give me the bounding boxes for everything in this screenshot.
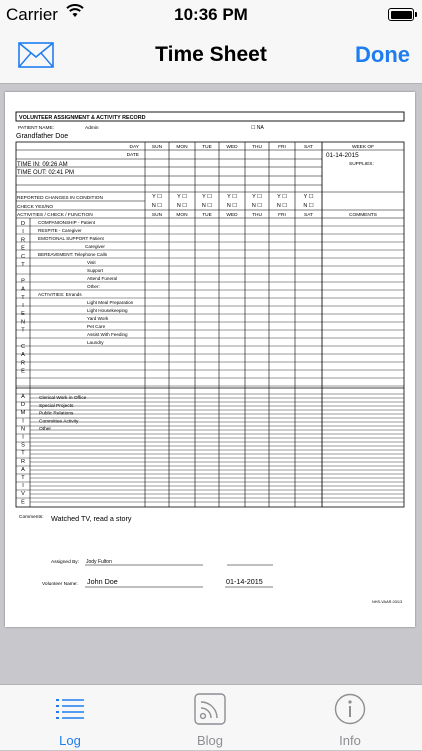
direct-care-item: Yard Work (87, 316, 109, 321)
form-code: NHS-VAAR-03/13 (372, 600, 403, 604)
direct-care-item: BEREAVEMENT: Telephone Calls (38, 252, 108, 257)
done-button[interactable]: Done (355, 42, 410, 67)
form-header: VOLUNTEER ASSIGNMENT & ACTIVITY RECORD (19, 115, 146, 121)
admin-letter: T (21, 475, 25, 481)
admin-letter: T (21, 450, 25, 457)
patient-name-label: PATIENT NAME: (18, 126, 54, 131)
direct-care-letter: T (21, 294, 25, 301)
direct-care-letter: N (20, 319, 26, 326)
admin-label: Admin (85, 126, 99, 131)
admin-letter: D (20, 402, 26, 409)
direct-care-item: Laundry (87, 340, 104, 345)
no-checkbox-wed: N ☐ (226, 203, 238, 209)
yes-checkbox-sun: Y ☐ (152, 194, 162, 200)
tab-log[interactable] (20, 685, 120, 751)
admin-letter: S (21, 442, 25, 449)
no-checkbox-mon: N ☐ (176, 203, 188, 209)
time-in: TIME IN: 09:26 AM (17, 162, 68, 168)
admin-item: Public Relations (39, 411, 74, 417)
direct-care-letter: T (21, 262, 25, 268)
direct-care-item: Assist With Feeding (87, 332, 128, 337)
activities-day-sat: SAT (304, 213, 313, 218)
direct-care-item: RESPITE - Caregiver (38, 228, 82, 233)
direct-care-item: Light Meal Preparation (87, 300, 134, 305)
comments-value: Watched TV, read a story (51, 514, 132, 523)
admin-letter: I (22, 434, 24, 441)
activities-day-mon: MON (176, 213, 188, 218)
admin-item: Committee Activity (39, 419, 79, 425)
yes-checkbox-thu: Y ☐ (252, 194, 262, 200)
no-checkbox-sat: N ☐ (303, 203, 314, 209)
direct-care-item: Visit (87, 260, 96, 265)
tab-bar (0, 684, 422, 750)
day-header-thu: THU (252, 145, 262, 150)
week-of-value: 01-14-2015 (326, 152, 359, 159)
time-out: TIME OUT: 02:41 PM (17, 170, 75, 176)
day-header-wed: WED (226, 145, 238, 150)
direct-care-item: Attend Funeral (87, 276, 118, 281)
direct-care-letter: R (20, 237, 26, 244)
activities-day-thu: THU (252, 213, 262, 218)
no-checkbox-sun: N ☐ (151, 203, 163, 209)
direct-care-letter: A (21, 352, 25, 359)
timesheet-document (5, 92, 415, 627)
direct-care-letter: E (21, 311, 25, 318)
direct-care-item: ACTIVITIES: Errands (38, 292, 82, 297)
yes-checkbox-wed: Y ☐ (227, 194, 237, 200)
reported-changes-label: REPORTED CHANGES IN CONDITION (17, 196, 103, 201)
direct-care-letter: A (21, 286, 25, 293)
yes-checkbox-mon: Y ☐ (177, 194, 187, 200)
comments-field-label: Comments: (19, 515, 44, 520)
admin-letter: V (21, 491, 25, 498)
comments-column-label: COMMENTS (349, 213, 377, 218)
direct-care-letter: D (20, 221, 26, 227)
patient-name-value: Grandfather Doe (16, 133, 69, 140)
yes-checkbox-fri: Y ☐ (277, 194, 287, 200)
direct-care-letter: I (22, 303, 24, 309)
tab-blog-label: Blog (196, 733, 224, 748)
activities-day-wed: WED (226, 213, 238, 218)
direct-care-item: EMOTIONAL SUPPORT Patient (38, 236, 104, 241)
direct-care-item: Other: (87, 284, 100, 289)
no-checkbox-tue: N ☐ (201, 203, 213, 209)
activities-label: ACTIVITIES / CHECK / FUNCTION (17, 213, 93, 218)
admin-letter: R (20, 458, 26, 465)
direct-care-item: COMPANIONSHIP - Patient (38, 220, 96, 225)
volunteer-name-value: John Doe (87, 577, 118, 586)
tab-blog[interactable] (160, 685, 260, 751)
no-checkbox-thu: N ☐ (251, 203, 263, 209)
admin-letter: E (21, 499, 25, 506)
yes-checkbox-tue: Y ☐ (202, 194, 212, 200)
direct-care-letter: P (21, 278, 25, 285)
navigation-bar (0, 30, 422, 84)
na-checkbox: ☐ NA (251, 125, 264, 131)
tab-info[interactable] (300, 685, 400, 751)
activities-day-sun: SUN (151, 213, 163, 218)
rss-icon (194, 693, 226, 725)
check-yes-no-label: CHECK YES/NO (17, 205, 54, 210)
day-header-fri: FRI (278, 145, 286, 150)
admin-letter: I (22, 418, 24, 425)
tab-info-label: Info (339, 733, 361, 748)
direct-care-item: Pet Care (87, 324, 106, 329)
admin-item: Clerical Work in Office (39, 396, 87, 401)
carrier-label: Carrier (6, 5, 58, 24)
admin-letter: A (21, 394, 25, 400)
admin-item: Other (39, 427, 51, 433)
clock: 10:36 PM (174, 5, 248, 24)
timesheet-content (0, 84, 422, 684)
day-header-tue: TUE (202, 145, 212, 150)
no-checkbox-fri: N ☐ (276, 203, 288, 209)
supplies-label: SUPPLIES: (349, 162, 374, 167)
day-header-sun: SUN (151, 145, 163, 150)
direct-care-letter: E (21, 368, 25, 375)
assigned-by-value: Jody Fulton (86, 559, 112, 565)
admin-letter: N (20, 426, 26, 433)
info-icon (334, 693, 366, 725)
direct-care-item: Support (87, 268, 104, 273)
admin-letter: I (22, 483, 24, 490)
direct-care-letter: T (21, 327, 25, 334)
page-title: Time Sheet (155, 43, 267, 66)
status-bar (0, 0, 422, 30)
timesheet-form (5, 92, 415, 627)
direct-care-item: Caregiver (85, 244, 105, 249)
direct-care-letter: C (20, 253, 26, 260)
direct-care-letter: C (20, 344, 26, 350)
day-header-mon: MON (176, 145, 188, 150)
date-label: DATE (126, 153, 139, 158)
admin-letter: M (20, 410, 26, 417)
assigned-by-label: Assigned By: (51, 560, 79, 565)
admin-item: Special Projects (39, 403, 74, 409)
direct-care-item: Light Housekeeping (87, 308, 128, 313)
admin-letter: A (21, 466, 25, 473)
list-icon (54, 693, 86, 725)
signature-date: 01-14-2015 (226, 577, 263, 586)
battery-icon (388, 8, 414, 21)
activities-day-fri: FRI (278, 213, 286, 218)
tab-log-label: Log (59, 733, 81, 748)
volunteer-name-label: Volunteer Name: (42, 582, 78, 587)
day-header-sat: SAT (304, 145, 313, 150)
yes-checkbox-sat: Y ☐ (303, 194, 314, 200)
week-of-label: WEEK OF (351, 145, 375, 150)
day-label: DAY (129, 145, 139, 150)
direct-care-letter: R (20, 360, 26, 367)
activities-day-tue: TUE (202, 213, 212, 218)
direct-care-letter: I (22, 229, 24, 236)
direct-care-letter: E (21, 245, 25, 252)
